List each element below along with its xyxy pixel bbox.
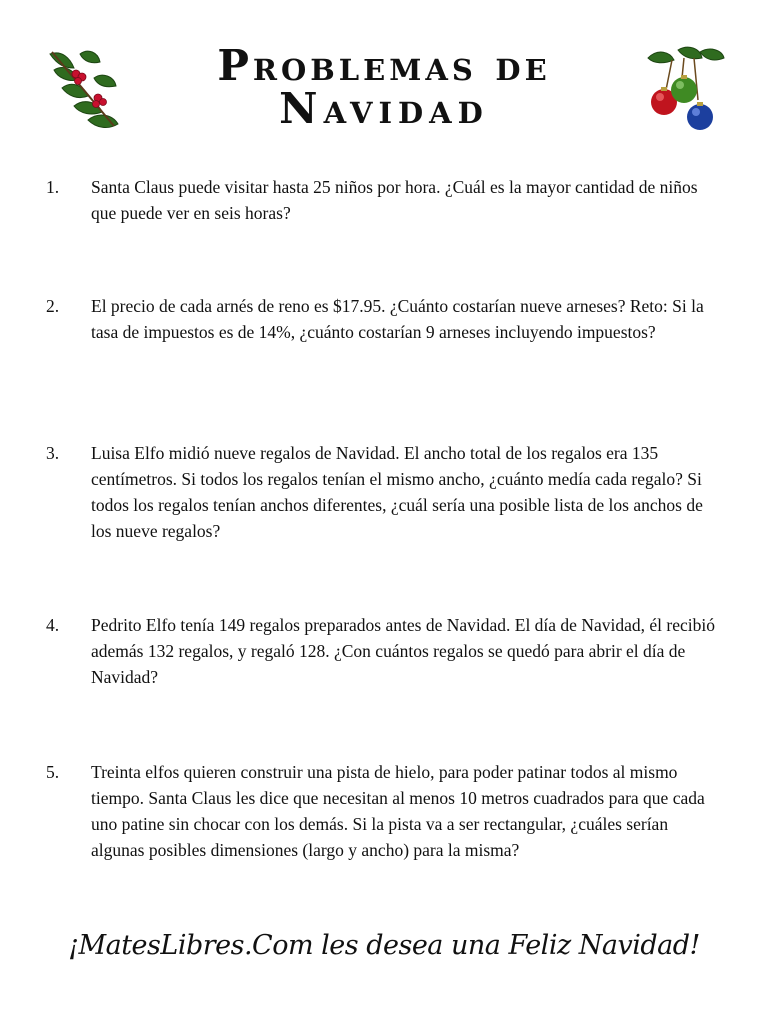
problem-number: 5. — [46, 762, 60, 782]
footer-greeting: ¡MatesLibres.Com les desea una Feliz Navidad! — [68, 930, 700, 961]
problem-text: Santa Claus puede visitar hasta 25 niños por hora. ¿Cuál es la mayor cantidad de niños que puede ver en seis horas? — [91, 177, 698, 223]
problem-number: 1. — [46, 177, 60, 197]
problem-number: 4. — [46, 615, 60, 635]
problem-number: 2. — [46, 296, 60, 316]
problem-text: Luisa Elfo midió nueve regalos de Navidad. El ancho total de los regalos era 135 centímetros. Si todos los regalos tenían el mismo ancho, ¿cuánto medía cada regalo? Si todos los regalos tenían anchos diferentes, ¿cuál sería una posible lista de los anchos de los nueve regalos? — [91, 443, 703, 541]
title-line-1: Problemas de — [217, 41, 551, 90]
problem-text: Pedrito Elfo tenía 149 regalos preparados antes de Navidad. El día de Navidad, él recibió además 132 regalos, y regaló 128. ¿Con cuántos regalos se quedó para abrir el día de Navidad? — [91, 615, 715, 687]
ornaments-icon — [644, 44, 726, 134]
page-header — [0, 0, 768, 150]
problem-number: 3. — [46, 443, 60, 463]
title-line-2: Navidad — [279, 84, 489, 133]
problem-text: Treinta elfos quieren construir una pista de hielo, para poder patinar todos al mismo tiempo. Santa Claus les dice que necesitan al menos 10 metros cuadrados para que cada uno patine sin chocar con los demás. Si la pista va a ser rectangular, ¿cuáles serían algunas posibles dimensiones (largo y ancho) para la misma? — [91, 762, 705, 860]
page-title — [150, 41, 618, 133]
problem-text: El precio de cada arnés de reno es $17.95. ¿Cuánto costarían nueve arneses? Reto: Si la tasa de impuestos es de 14%, ¿cuánto costarían 9 arneses incluyendo impuestos? — [91, 296, 704, 342]
holly-icon — [44, 46, 124, 132]
